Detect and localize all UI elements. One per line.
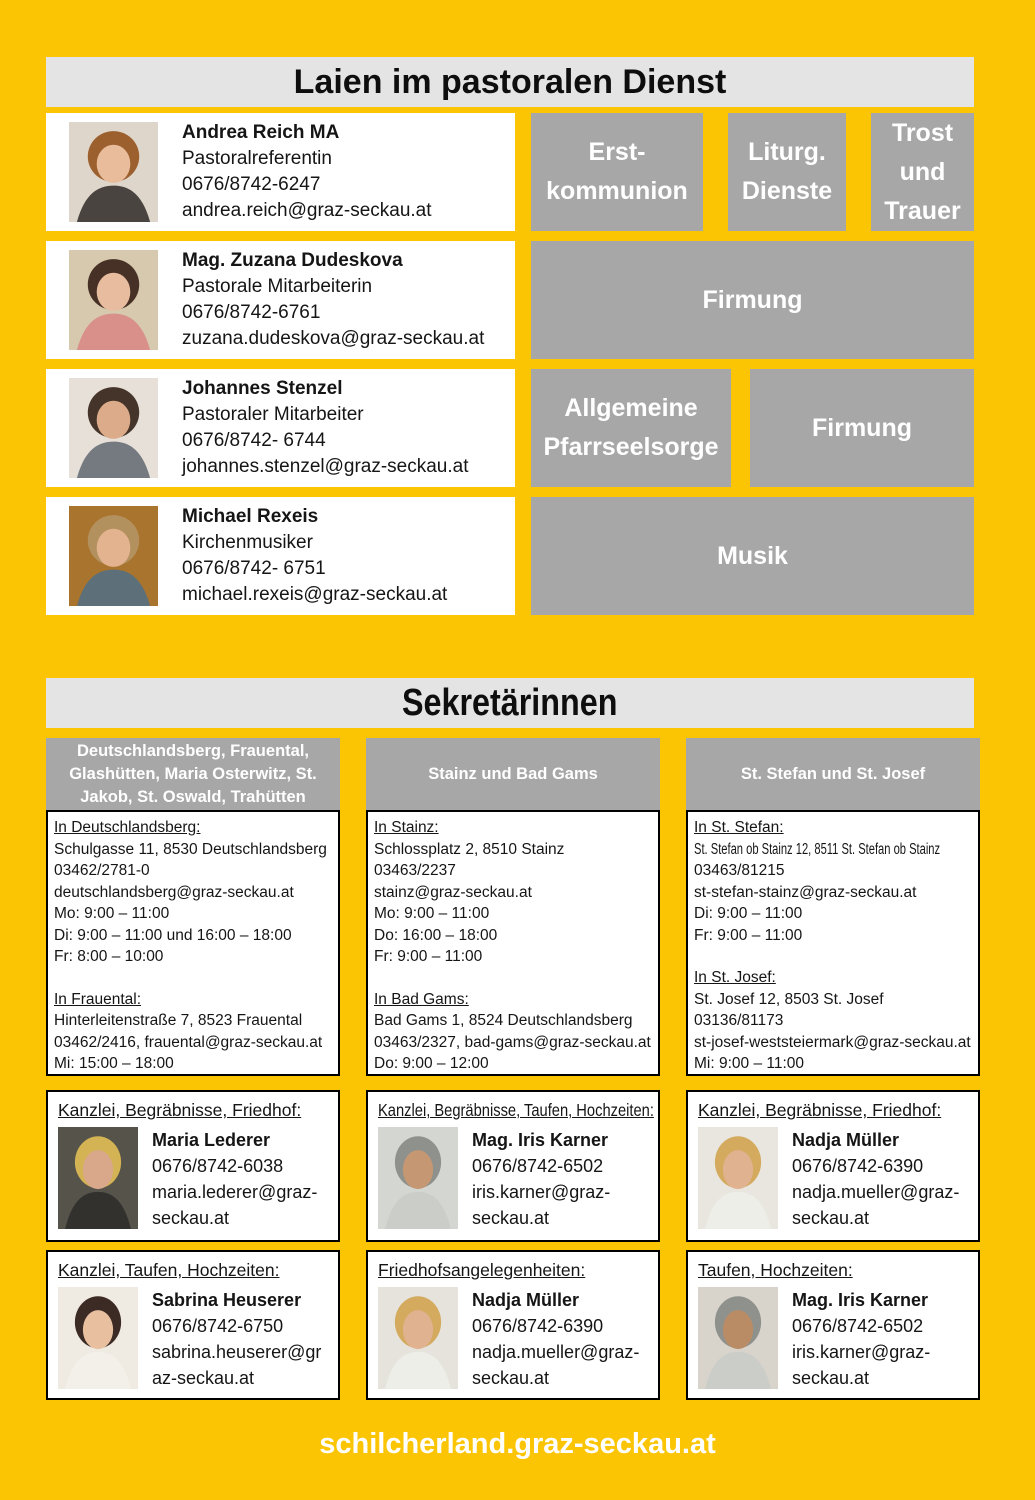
info-line: st-josef-weststeiermark@graz-seckau.at bbox=[694, 1033, 971, 1051]
contact-name: Sabrina Heuserer bbox=[152, 1290, 302, 1310]
contact-card bbox=[46, 1250, 340, 1400]
portrait-photo bbox=[698, 1127, 778, 1229]
staff-name: Michael Rexeis bbox=[182, 506, 319, 527]
contact-phone: 0676/8742-6390 bbox=[472, 1316, 604, 1336]
staff-name: Johannes Stenzel bbox=[182, 378, 343, 399]
portrait-photo bbox=[69, 378, 158, 478]
info-line: Do: 16:00 – 18:00 bbox=[374, 926, 498, 944]
portrait-photo bbox=[58, 1287, 138, 1389]
info-line: Fr: 9:00 – 11:00 bbox=[374, 948, 483, 965]
staff-card bbox=[46, 497, 515, 615]
info-line: Mo: 9:00 – 11:00 bbox=[374, 905, 490, 922]
duty-box-trost-und-trauer: Trost und Trauer bbox=[871, 113, 974, 231]
staff-card bbox=[46, 369, 515, 487]
contact-email: nadja.mueller@graz-seckau.at bbox=[792, 1182, 960, 1228]
office-column-deutschlandsberg bbox=[46, 738, 340, 1400]
info-line: Mo: 9:00 – 11:00 bbox=[54, 905, 170, 922]
footer-website: schilcherland.graz-seckau.at bbox=[319, 1428, 716, 1460]
location-details bbox=[374, 839, 652, 968]
info-line: St. Stefan ob Stainz 12, 8511 St. Stefan ob Stainz bbox=[694, 840, 941, 858]
contact-card bbox=[366, 1250, 660, 1400]
contact-email: sabrina.heuserer@graz-seckau.at bbox=[152, 1342, 322, 1388]
info-line: Fr: 8:00 – 10:00 bbox=[54, 948, 164, 965]
portrait-photo bbox=[69, 250, 158, 350]
duty-box-liturg-dienste: Liturg. Dienste bbox=[728, 113, 846, 231]
info-line: 03463/2237 bbox=[374, 862, 456, 879]
contact-card bbox=[366, 1090, 660, 1242]
location-block bbox=[694, 967, 972, 1075]
contact-card bbox=[686, 1090, 980, 1242]
contact-card bbox=[686, 1250, 980, 1400]
staff-phone: 0676/8742- 6744 bbox=[182, 430, 326, 451]
location-block bbox=[374, 989, 652, 1075]
location-title: In Deutschlandsberg: bbox=[54, 819, 201, 836]
location-details bbox=[374, 1010, 652, 1075]
staff-phone: 0676/8742-6761 bbox=[182, 302, 321, 323]
contact-phone: 0676/8742-6038 bbox=[152, 1156, 284, 1176]
contact-card bbox=[46, 1090, 340, 1242]
contact-heading: Taufen, Hochzeiten: bbox=[698, 1260, 853, 1280]
duty-box-erstkommunion: Erst-kommunion bbox=[531, 113, 703, 231]
info-line: Mi: 15:00 – 18:00 bbox=[54, 1055, 174, 1072]
location-title: In Frauental: bbox=[54, 990, 142, 1008]
portrait-photo bbox=[69, 506, 158, 606]
location-title: In St. Stefan: bbox=[694, 819, 784, 836]
location-block bbox=[54, 989, 332, 1075]
duty-box-allgemeine-pfarrseelsorge: Allgemeine Pfarrseelsorge bbox=[531, 369, 731, 487]
staff-role: Pastorale Mitarbeiterin bbox=[182, 276, 373, 297]
contact-name: Nadja Müller bbox=[792, 1130, 900, 1150]
location-details bbox=[54, 1010, 332, 1075]
location-details bbox=[694, 839, 972, 947]
info-line: Hinterleitenstraße 7, 8523 Frauental bbox=[54, 1012, 303, 1029]
staff-role: Kirchenmusiker bbox=[182, 532, 313, 553]
portrait-photo bbox=[58, 1127, 138, 1229]
contact-name: Mag. Iris Karner bbox=[472, 1130, 609, 1150]
office-header: Deutschlandsberg, Frauental, Glashütten, Maria Osterwitz, St. Jakob, St. Oswald, Trahütten bbox=[46, 738, 340, 810]
info-line: Di: 9:00 – 11:00 und 16:00 – 18:00 bbox=[54, 926, 292, 944]
duty-column bbox=[531, 113, 974, 625]
staff-role: Pastoraler Mitarbeiter bbox=[182, 404, 364, 425]
location-title: In Bad Gams: bbox=[374, 990, 469, 1008]
info-line: Bad Gams 1, 8524 Deutschlandsberg bbox=[374, 1012, 633, 1029]
info-line: 03462/2781-0 bbox=[54, 862, 150, 879]
office-header: Stainz und Bad Gams bbox=[366, 738, 660, 810]
secretaries-title-band bbox=[46, 678, 974, 728]
office-info-box bbox=[366, 810, 660, 1076]
office-info-box bbox=[686, 810, 980, 1076]
page-title: Laien im pastoralen Dienst bbox=[293, 62, 727, 101]
staff-email: andrea.reich@graz-seckau.at bbox=[182, 200, 432, 221]
contact-name: Mag. Iris Karner bbox=[792, 1290, 929, 1310]
info-line: 03136/81173 bbox=[694, 1012, 784, 1029]
info-line: Do: 9:00 – 12:00 bbox=[374, 1055, 489, 1072]
staff-email: michael.rexeis@graz-seckau.at bbox=[182, 584, 448, 605]
contact-heading: Kanzlei, Begräbnisse, Friedhof: bbox=[58, 1100, 302, 1120]
staff-role: Pastoralreferentin bbox=[182, 148, 332, 169]
location-block bbox=[694, 817, 972, 946]
staff-card bbox=[46, 113, 515, 231]
info-line: stainz@graz-seckau.at bbox=[374, 883, 532, 901]
office-column-st-stefan bbox=[686, 738, 980, 1400]
contact-name: Maria Lederer bbox=[152, 1130, 271, 1150]
contact-heading: Kanzlei, Begräbnisse, Friedhof: bbox=[698, 1100, 942, 1120]
staff-phone: 0676/8742- 6751 bbox=[182, 558, 326, 579]
contact-email: nadja.mueller@graz-seckau.at bbox=[472, 1342, 640, 1388]
contact-phone: 0676/8742-6502 bbox=[792, 1316, 924, 1336]
duty-box-firmung-2: Firmung bbox=[750, 369, 974, 487]
staff-column bbox=[46, 113, 515, 625]
contact-name: Nadja Müller bbox=[472, 1290, 580, 1310]
location-title: In Stainz: bbox=[374, 819, 439, 836]
portrait-photo bbox=[698, 1287, 778, 1389]
location-block bbox=[54, 817, 332, 968]
duty-box-musik: Musik bbox=[531, 497, 974, 615]
contact-phone: 0676/8742-6750 bbox=[152, 1316, 284, 1336]
info-line: 03462/2416, frauental@graz-seckau.at bbox=[54, 1033, 323, 1051]
staff-card bbox=[46, 241, 515, 359]
staff-name: Mag. Zuzana Dudeskova bbox=[182, 250, 403, 271]
info-line: Schulgasse 11, 8530 Deutschlandsberg bbox=[54, 840, 327, 858]
info-line: Di: 9:00 – 11:00 bbox=[694, 905, 803, 922]
location-details bbox=[694, 989, 972, 1075]
contact-phone: 0676/8742-6390 bbox=[792, 1156, 924, 1176]
info-line: deutschlandsberg@graz-seckau.at bbox=[54, 883, 294, 901]
contact-email: iris.karner@graz-seckau.at bbox=[472, 1182, 611, 1228]
portrait-photo bbox=[378, 1127, 458, 1229]
staff-email: zuzana.dudeskova@graz-seckau.at bbox=[182, 328, 485, 349]
info-line: Mi: 9:00 – 11:00 bbox=[694, 1055, 805, 1072]
info-line: st-stefan-stainz@graz-seckau.at bbox=[694, 883, 917, 901]
office-info-box bbox=[46, 810, 340, 1076]
contact-email: iris.karner@graz-seckau.at bbox=[792, 1342, 931, 1388]
location-title: In St. Josef: bbox=[694, 969, 776, 986]
contact-email: maria.lederer@graz-seckau.at bbox=[152, 1182, 318, 1228]
contact-phone: 0676/8742-6502 bbox=[472, 1156, 604, 1176]
info-line: Schlossplatz 2, 8510 Stainz bbox=[374, 840, 565, 858]
contact-heading: Friedhofsangelegenheiten: bbox=[378, 1260, 586, 1280]
info-line: 03463/2327, bad-gams@graz-seckau.at bbox=[374, 1033, 651, 1051]
main-title-band bbox=[46, 57, 974, 107]
duty-box-firmung: Firmung bbox=[531, 241, 974, 359]
staff-email: johannes.stenzel@graz-seckau.at bbox=[182, 456, 469, 477]
contact-heading: Kanzlei, Taufen, Hochzeiten: bbox=[58, 1260, 280, 1280]
location-block bbox=[374, 817, 652, 968]
secretaries-title: Sekretärinnen bbox=[402, 681, 618, 724]
info-line: St. Josef 12, 8503 St. Josef bbox=[694, 990, 884, 1008]
portrait-photo bbox=[69, 122, 158, 222]
info-line: 03463/81215 bbox=[694, 862, 785, 879]
portrait-photo bbox=[378, 1287, 458, 1389]
location-details bbox=[54, 839, 332, 968]
staff-phone: 0676/8742-6247 bbox=[182, 174, 321, 195]
office-column-stainz bbox=[366, 738, 660, 1400]
office-header: St. Stefan und St. Josef bbox=[686, 738, 980, 810]
contact-heading: Kanzlei, Begräbnisse, Taufen, Hochzeiten: bbox=[378, 1100, 654, 1120]
staff-name: Andrea Reich MA bbox=[182, 122, 340, 143]
info-line: Fr: 9:00 – 11:00 bbox=[694, 926, 803, 944]
